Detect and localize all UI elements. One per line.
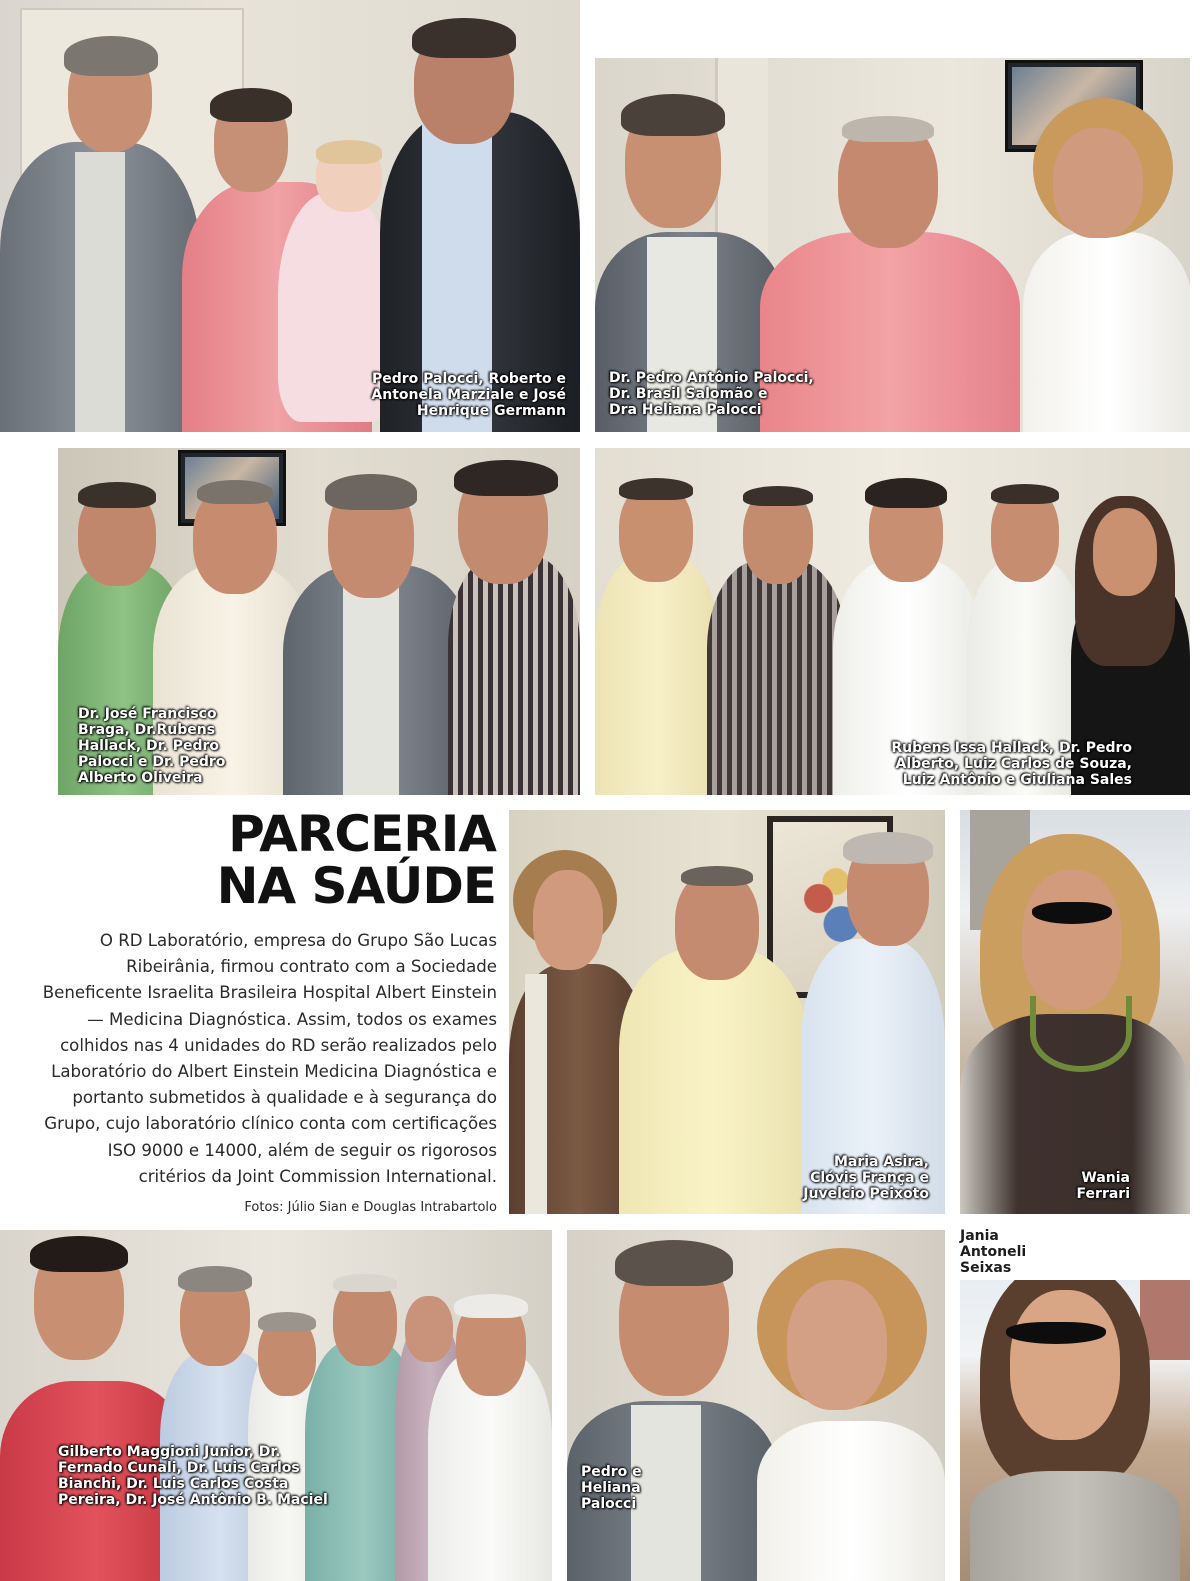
article-body: O RD Laboratório, empresa do Grupo São Lucas Ribeirânia, firmou contrato com a Sociedade Beneficente Israelita Brasileira Hospital Albert Einstein — Medicina Diagnóstica. Assim, todos os exames colhidos nas 4 unidades do RD serão realizados pelo Laboratório do Albert Einstein Medicina Diagnóstica e portanto submetidos à qualidade e à segurança do Grupo, cujo laboratório clínico conta com certificações ISO 9000 e 14000, além de seguir os rigorosos critérios da Joint Commission International. [42, 931, 497, 1186]
photo-caption: Wania Ferrari [1076, 1170, 1130, 1202]
headline-line: NA SAÚDE [216, 857, 496, 915]
photo-caption: Pedro Palocci, Roberto e Antonela Marziale e José Henrique Germann [371, 371, 566, 419]
photo-caption: Dr. Pedro Antônio Palocci, Dr. Brasil Salomão e Dra Heliana Palocci [609, 370, 814, 418]
photo-caption: Jania Antoneli Seixas [960, 1228, 1027, 1276]
photo-couple [567, 1230, 945, 1581]
photo-caption: Maria Asira, Clóvis França e Juvelcio Peixoto [803, 1154, 929, 1202]
photo-caption: Gilberto Maggioni Junior, Dr. Fernado Cunali, Dr. Luis Carlos Bianchi, Dr. Luis Carlos Costa Pereira, Dr. José Antônio B. Maciel [58, 1444, 328, 1508]
photo-woman-sunglasses [960, 810, 1190, 1214]
photo-caption: Dr. José Francisco Braga, Dr.Rubens Hallack, Dr. Pedro Palocci e Dr. Pedro Alberto Oliveira [78, 706, 226, 786]
photo-credit: Fotos: Júlio Sian e Douglas Intrabartolo [244, 1200, 497, 1215]
photo-group-five-people [595, 448, 1190, 795]
photo-group-three-people-office [509, 810, 945, 1214]
photo-group-five-men [58, 448, 580, 795]
photo-group-men-hallway [0, 1230, 552, 1581]
photo-group-three-people [595, 58, 1190, 432]
photo-caption: Rubens Issa Hallack, Dr. Pedro Alberto, Luiz Carlos de Souza, Luiz Antônio e Giuliana Sales [891, 740, 1132, 788]
article-headline [150, 805, 496, 915]
photo-woman-sunglasses-outdoor [960, 1280, 1190, 1581]
headline-line: PARCERIA [228, 805, 496, 863]
photo-caption: Pedro e Heliana Palocci [581, 1464, 642, 1512]
photo-group-four-people [0, 0, 580, 432]
